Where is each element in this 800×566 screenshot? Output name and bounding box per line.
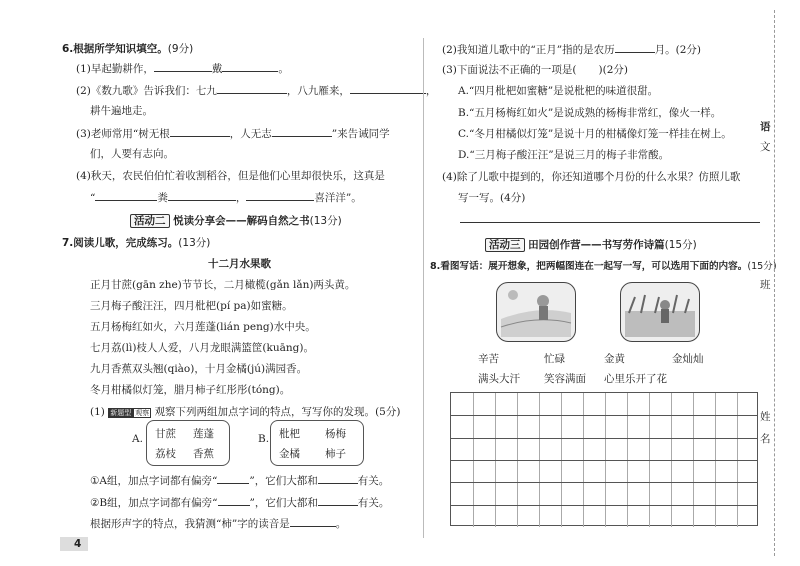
q7-sub3-points: (2分) — [602, 64, 628, 76]
poem-line: 冬月柑橘似灯笼，腊月柿子红彤彤(tóng)。 — [90, 384, 291, 396]
q6-l1: (1)早起勤耕作， — [76, 63, 154, 75]
answer-line[interactable] — [460, 222, 760, 223]
q6-line4 — [76, 126, 390, 141]
q7-sub1-points: (5分) — [375, 406, 401, 418]
q6-line1 — [76, 61, 289, 76]
new-type-badge: 新题型 — [110, 409, 132, 417]
q6-blank-4[interactable] — [350, 83, 426, 94]
q7-answer-3 — [90, 516, 346, 531]
q6-l1b: 戴 — [211, 63, 223, 75]
q6-blank-6[interactable] — [272, 126, 332, 137]
activity3-title: 田园创作营——书写劳作诗篇 — [528, 239, 665, 251]
q6-l4c: ”来告诫同学 — [331, 128, 390, 140]
activity2-tag: 活动二 — [130, 214, 170, 228]
word-bank-item: 满头大汗 — [478, 373, 520, 385]
picture-harvest — [620, 282, 700, 342]
grid-row-line — [451, 505, 757, 506]
q6-line3: 耕牛遍地走。 — [90, 105, 153, 117]
groupB-word: 柿子 — [325, 448, 346, 460]
page-number-tab — [60, 537, 88, 551]
q7-sub2-text: (2)我知道儿歌中的“正月”指的是农历 — [442, 44, 615, 56]
q7-title-text: 7.阅读儿歌，完成练习。 — [62, 237, 179, 249]
groupA-word: 莲蓬 — [193, 428, 214, 440]
side-label: 班 — [760, 279, 771, 291]
option-c: C.“冬月柑橘似灯笼”是说十月的柑橘像灯笼一样挂在树上。 — [458, 128, 732, 140]
q7-sub1-text: 观察下列两组加点字词的特点，写写你的发现。 — [154, 406, 376, 418]
grid-row-line — [451, 415, 757, 416]
q6-l4b: ，人无志 — [229, 128, 272, 140]
page-number: 4 — [74, 538, 82, 550]
word-bank-item: 心里乐开了花 — [604, 373, 667, 385]
q6-blank-5[interactable] — [170, 126, 230, 137]
harvest-icon — [621, 283, 699, 341]
q6-l1c: 。 — [278, 63, 289, 75]
activity2-points: (13分) — [309, 215, 342, 227]
q6-blank-1[interactable] — [154, 61, 212, 72]
word-bank-item: 辛苦 — [478, 353, 499, 365]
writing-grid[interactable] — [450, 392, 758, 526]
q6-points: (9分) — [167, 43, 194, 55]
q7-blank-3[interactable] — [218, 495, 250, 506]
groupB-label: B. — [258, 433, 270, 445]
q7-sub1-num: (1) — [90, 406, 105, 418]
q7-a1c: 有关。 — [357, 475, 390, 487]
activity3-points: (15分) — [664, 239, 697, 251]
option-a: A.“四月枇杷如蜜糖”是说枇杷的味道很甜。 — [458, 85, 659, 97]
poem-line: 正月甘蔗(gān zhe)节节长，二月橄榄(gǎn lǎn)两头黄。 — [90, 279, 356, 291]
poem-line: 九月香蕉双头翘(qiào)，十月金橘(jú)满园香。 — [90, 363, 308, 375]
q6-line7 — [90, 190, 362, 205]
q7-answer-1 — [90, 473, 389, 488]
groupB-box — [270, 420, 364, 466]
poem-title: 十二月水果歌 — [208, 258, 271, 270]
q7-a2b: ”，它们大都和 — [249, 497, 318, 509]
q6-l2b: ，八九雁来， — [286, 85, 350, 97]
q6-blank-3[interactable] — [217, 83, 287, 94]
q7-sub2 — [442, 42, 701, 57]
q6-title-text: 6.根据所学知识填空。 — [62, 43, 168, 55]
q6-l4: (3)老师常用“树无根 — [76, 128, 170, 140]
side-label: 语 — [760, 121, 771, 133]
q6-blank-7[interactable] — [95, 190, 157, 201]
picture-field-work — [496, 282, 576, 342]
q7-blank-4[interactable] — [318, 495, 358, 506]
q6-line6: (4)秋天，农民伯伯忙着收割稻谷，但是他们心里却很快乐，这真是 — [76, 170, 385, 182]
poem-line: 三月梅子酸汪汪，四月枇杷(pí pa)如蜜糖。 — [90, 300, 293, 312]
q6-title — [62, 42, 193, 56]
q7-a3: 根据形声字的特点，我猜测“柿”字的读音是 — [90, 518, 290, 530]
q7-sub3-close: ) — [598, 64, 603, 76]
q6-line2 — [76, 83, 436, 98]
q6-blank-8[interactable] — [168, 190, 236, 201]
q7-a3c: 。 — [335, 518, 347, 530]
poem-line: 五月杨梅红如火，六月莲蓬(lián peng)水中央。 — [90, 321, 316, 333]
word-bank-item: 金灿灿 — [672, 353, 704, 365]
groupA-word: 荔枝 — [155, 448, 176, 460]
q6-blank-9[interactable] — [246, 190, 314, 201]
q7-a1b: ”，它们大都和 — [249, 475, 318, 487]
word-bank-item: 笑容满面 — [544, 373, 586, 385]
side-label: 名 — [760, 433, 771, 445]
grid-row-line — [451, 438, 757, 439]
q7-sub4-line2 — [458, 191, 525, 205]
farmer-icon — [497, 283, 575, 341]
grid-row-line — [451, 482, 757, 483]
q6-l2: (2)《数九歌》告诉我们：七九 — [76, 85, 217, 97]
q6-l7b: 粪 — [157, 192, 168, 204]
activity2-header — [130, 214, 342, 228]
q6-l7a: “ — [90, 192, 96, 204]
q7-sub1 — [90, 405, 400, 420]
activity3-header — [485, 238, 697, 252]
q7-sub2-tail: 月。 — [654, 44, 676, 56]
column-divider — [423, 38, 424, 538]
groupB-word: 枇杷 — [279, 428, 300, 440]
side-label: 文 — [760, 141, 771, 153]
q7-a2: ②B组，加点字词都有偏旁“ — [90, 497, 218, 509]
option-b: B.“五月杨梅红如火”是说成熟的杨梅非常红，像火一样。 — [458, 107, 722, 119]
q8-title-text: 8.看图写话：展开想象，把两幅图连在一起写一写，可以选用下面的内容。 — [430, 261, 748, 272]
q7-a2c: 有关。 — [357, 497, 390, 509]
q7-blank-5[interactable] — [290, 516, 336, 527]
groupB-word: 杨梅 — [325, 428, 346, 440]
side-label: 姓 — [760, 411, 771, 423]
q6-blank-2[interactable] — [222, 61, 278, 72]
activity2-title: 悦读分享会——解码自然之书 — [173, 215, 310, 227]
q7-sub4: (4)除了儿歌中提到的，你还知道哪个月份的什么水果？仿照儿歌 — [442, 171, 741, 183]
groupA-box — [146, 420, 230, 466]
groupB-word: 金橘 — [279, 448, 300, 460]
groupA-word: 香蕉 — [193, 448, 214, 460]
q7-sub3 — [442, 63, 628, 77]
q7-title — [62, 236, 210, 250]
binding-line — [774, 10, 776, 556]
q6-line5: 们，人要有志向。 — [90, 148, 174, 160]
option-d: D.“三月梅子酸汪汪”是说三月的梅子非常酸。 — [458, 149, 670, 161]
groupA-word: 甘蔗 — [155, 428, 176, 440]
observe-badge: 观察 — [135, 409, 150, 417]
q6-l2c: ， — [425, 85, 437, 97]
q8-title — [430, 260, 777, 274]
q7-blank-1[interactable] — [217, 473, 249, 484]
q7-sub2-blank[interactable] — [615, 42, 655, 53]
groupA-label: A. — [132, 433, 143, 445]
q7-a1: ①A组，加点字词都有偏旁“ — [90, 475, 218, 487]
q6-l7c: ， — [235, 192, 247, 204]
q7-answer-2 — [90, 495, 389, 510]
q7-blank-2[interactable] — [318, 473, 358, 484]
activity3-tag: 活动三 — [485, 238, 525, 252]
word-bank-item: 金黄 — [604, 353, 625, 365]
q7-points: (13分) — [178, 237, 211, 249]
q6-l7d: 喜洋洋”。 — [314, 192, 362, 204]
q8-points: (15分) — [747, 261, 777, 272]
q7-sub3-text: (3)下面说法不正确的一项是( — [442, 64, 577, 76]
word-bank-item: 忙碌 — [544, 353, 565, 365]
q7-sub4-points: (4分) — [500, 192, 526, 204]
poem-line: 七月荔(lì)枝人人爱，八月龙眼满篮筐(kuāng)。 — [90, 342, 314, 354]
q7-sub2-points: (2分) — [675, 44, 701, 56]
grid-row-line — [451, 460, 757, 461]
q7-sub4-text2: 写一写。 — [458, 192, 500, 204]
